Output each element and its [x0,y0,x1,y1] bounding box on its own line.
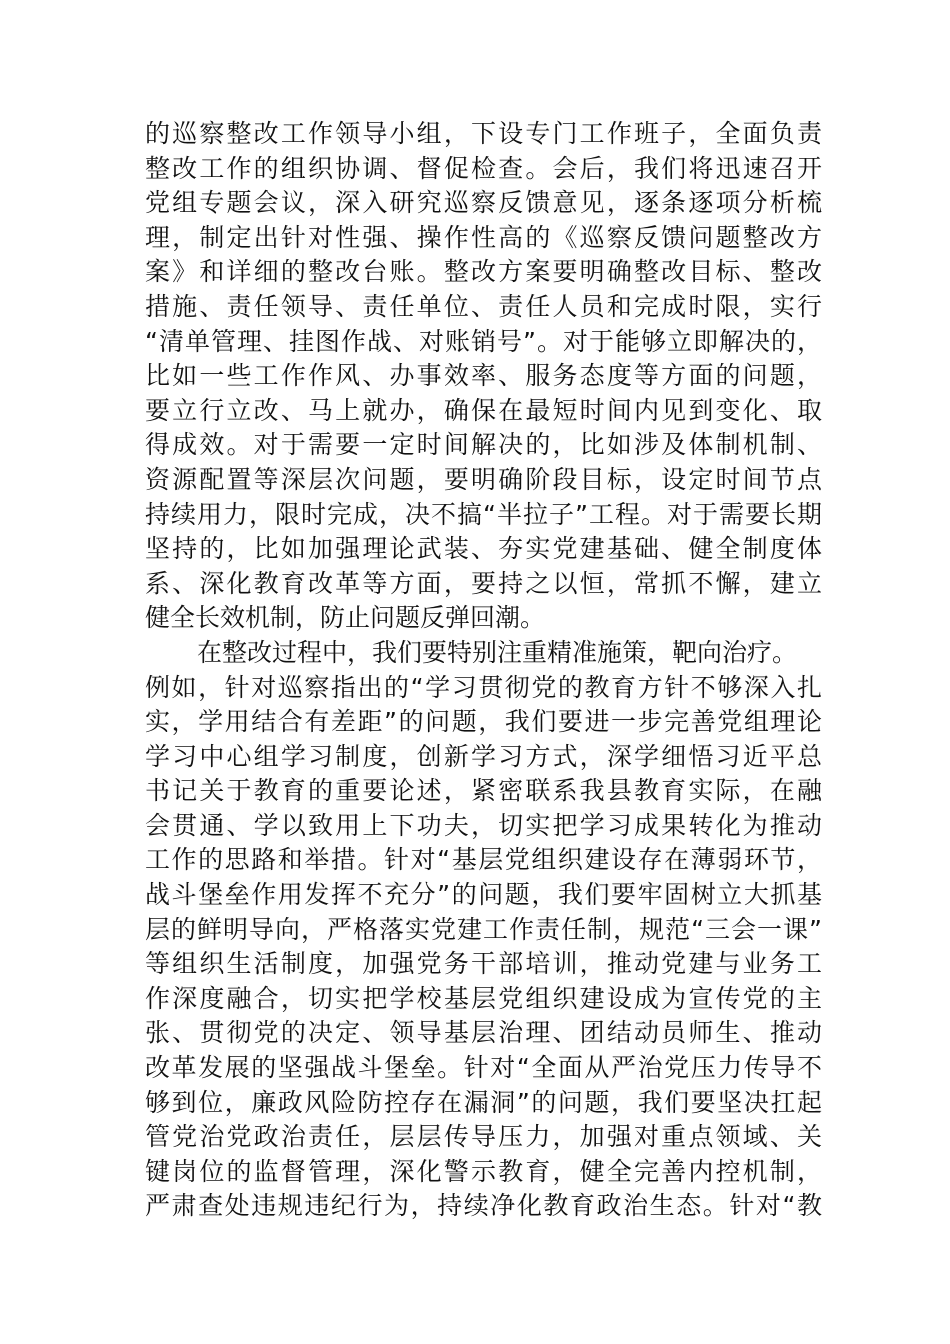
text-line: 张、贯彻党的决定、领导基层治理、团结动员师生、推动 [145,1018,822,1048]
text-line: 改革发展的坚强战斗堡垒。针对“全面从严治党压力传导不 [145,1053,822,1083]
text-line: 层的鲜明导向，严格落实党建工作责任制，规范“三会一课” [145,914,822,944]
text-line: 战斗堡垒作用发挥不充分”的问题，我们要牢固树立大抓基 [145,880,822,910]
text-line: 管党治党政治责任，层层传导压力，加强对重点领域、关 [145,1122,822,1152]
text-line: 资源配置等深层次问题，要明确阶段目标，设定时间节点 [145,464,822,494]
text-line: 书记关于教育的重要论述，紧密联系我县教育实际，在融 [145,776,822,806]
text-line: 学习中心组学习制度，创新学习方式，深学细悟习近平总 [145,741,822,771]
text-line: 要立行立改、马上就办，确保在最短时间内见到变化、取 [145,395,822,425]
text-line: 党组专题会议，深入研究巡察反馈意见，逐条逐项分析梳 [145,188,822,218]
text-line: “清单管理、挂图作战、对账销号”。对于能够立即解决的， [145,326,822,356]
text-line: 措施、责任领导、责任单位、责任人员和完成时限，实行 [145,291,822,321]
paragraph-2 [145,636,822,1224]
text-line: 在整改过程中，我们要特别注重精准施策，靶向治疗。 [197,637,798,667]
text-line: 严肃查处违规违纪行为，持续净化教育政治生态。针对“教 [145,1191,822,1221]
text-line: 得成效。对于需要一定时间解决的，比如涉及体制机制、 [145,430,822,460]
text-line: 键岗位的监督管理，深化警示教育，健全完善内控机制， [145,1156,822,1186]
text-line: 系、深化教育改革等方面，要持之以恒，常抓不懈，建立 [145,568,822,598]
text-line: 案》和详细的整改台账。整改方案要明确整改目标、整改 [145,257,822,287]
text-line: 整改工作的组织协调、督促检查。会后，我们将迅速召开 [145,153,822,183]
text-line: 理，制定出针对性强、操作性高的《巡察反馈问题整改方 [145,222,822,252]
text-line: 作深度融合，切实把学校基层党组织建设成为宣传党的主 [145,983,822,1013]
text-line: 比如一些工作作风、办事效率、服务态度等方面的问题， [145,361,822,391]
text-line: 健全长效机制，防止问题反弹回潮。 [145,603,546,633]
text-line: 够到位，廉政风险防控存在漏洞”的问题，我们要坚决扛起 [145,1087,822,1117]
text-line: 坚持的，比如加强理论武装、夯实党建基础、健全制度体 [145,534,822,564]
document-page [145,117,822,1224]
text-line: 实，学用结合有差距”的问题，我们要进一步完善党组理论 [145,707,822,737]
paragraph-1 [145,117,822,636]
text-line: 工作的思路和举措。针对“基层党组织建设存在薄弱环节， [145,845,822,875]
text-line: 持续用力，限时完成，决不搞“半拉子”工程。对于需要长期 [145,499,822,529]
text-line: 例如，针对巡察指出的“学习贯彻党的教育方针不够深入扎 [145,672,822,702]
text-line: 等组织生活制度，加强党务干部培训，推动党建与业务工 [145,949,822,979]
text-line: 会贯通、学以致用上下功夫，切实把学习成果转化为推动 [145,810,822,840]
text-line: 的巡察整改工作领导小组，下设专门工作班子，全面负责 [145,119,822,148]
